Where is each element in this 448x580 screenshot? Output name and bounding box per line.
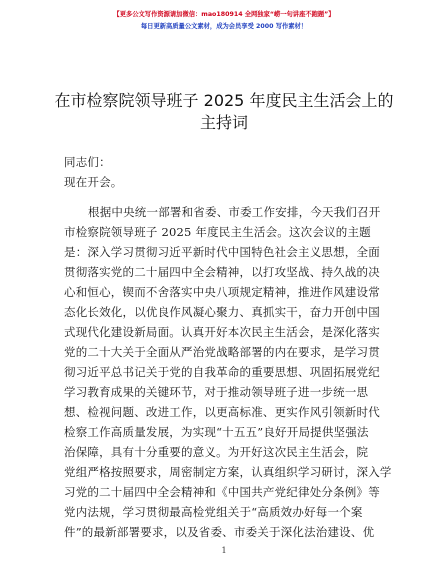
body-line: 检察工作高质量发展，为实现“十五五”良好开局提供坚强法 [64,425,369,439]
banner-line-2: 每日更新高质量公文素材，成为会员享受 2000 写作素材！ [140,22,308,30]
body-line: 心和恒心，锲而不舍落实中央八项规定精神，推进作风建设常 [64,285,380,299]
body-line: 治保障，具有十分重要的意义。为开好这次民主生活会，院 [64,445,369,459]
body-line: 贯彻落实党的二十届四中全会精神，以打攻坚战、持久战的决 [64,265,380,279]
page-number: 1 [221,546,227,555]
body-line: 想、检视问题、改进工作，以更高标准、更实作风引领新时代 [64,405,380,419]
body-line: 件”的最新部署要求，以及省委、市委关于深化法治建设、优 [64,525,375,539]
document-title-line-2: 主持词 [199,113,248,132]
body-line: 态化长效化，以优良作风凝心聚力、真抓实干，奋力开创中国 [64,305,380,319]
body-line: 市检察院领导班子 2025 年度民主生活会。这次会议的主题 [64,225,371,239]
body-line: 党组严格按照要求，周密制定方案，认真组织学习研讨，深入学 [64,465,392,479]
body-line: 党内法规，学习贯彻最高检党组关于“高质效办好每一个案 [64,505,363,519]
body-line: 彻习近平总书记关于党的自我革命的重要思想、巩固拓展党纪 [64,365,380,379]
opening-line: 现在开会。 [64,175,123,189]
document-title-line-1: 在市检察院领导班子 2025 年度民主生活会上的 [54,91,394,110]
body-line: 学习教育成果的关键环节，对于推动领导班子进一步统一思 [64,385,369,399]
body-line: 根据中央统一部署和省委、市委工作安排，今天我们召开 [88,205,381,219]
body-line: 习党的二十届四中全会精神和《中国共产党纪律处分条例》等 [64,485,380,499]
body-line: 式现代化建设新局面。认真开好本次民主生活会，是深化落实 [64,325,380,339]
body-line: 是：深入学习贯彻习近平新时代中国特色社会主义思想，全面 [64,245,380,259]
salutation: 同志们： [64,155,111,169]
body-line: 党的二十大关于全面从严治党战略部署的内在要求，是学习贯 [64,345,380,359]
banner-line-1: 【更多公文写作资源请加微信：mao180914 全网独家“崂一句讲座不跑题”】 [113,10,335,18]
